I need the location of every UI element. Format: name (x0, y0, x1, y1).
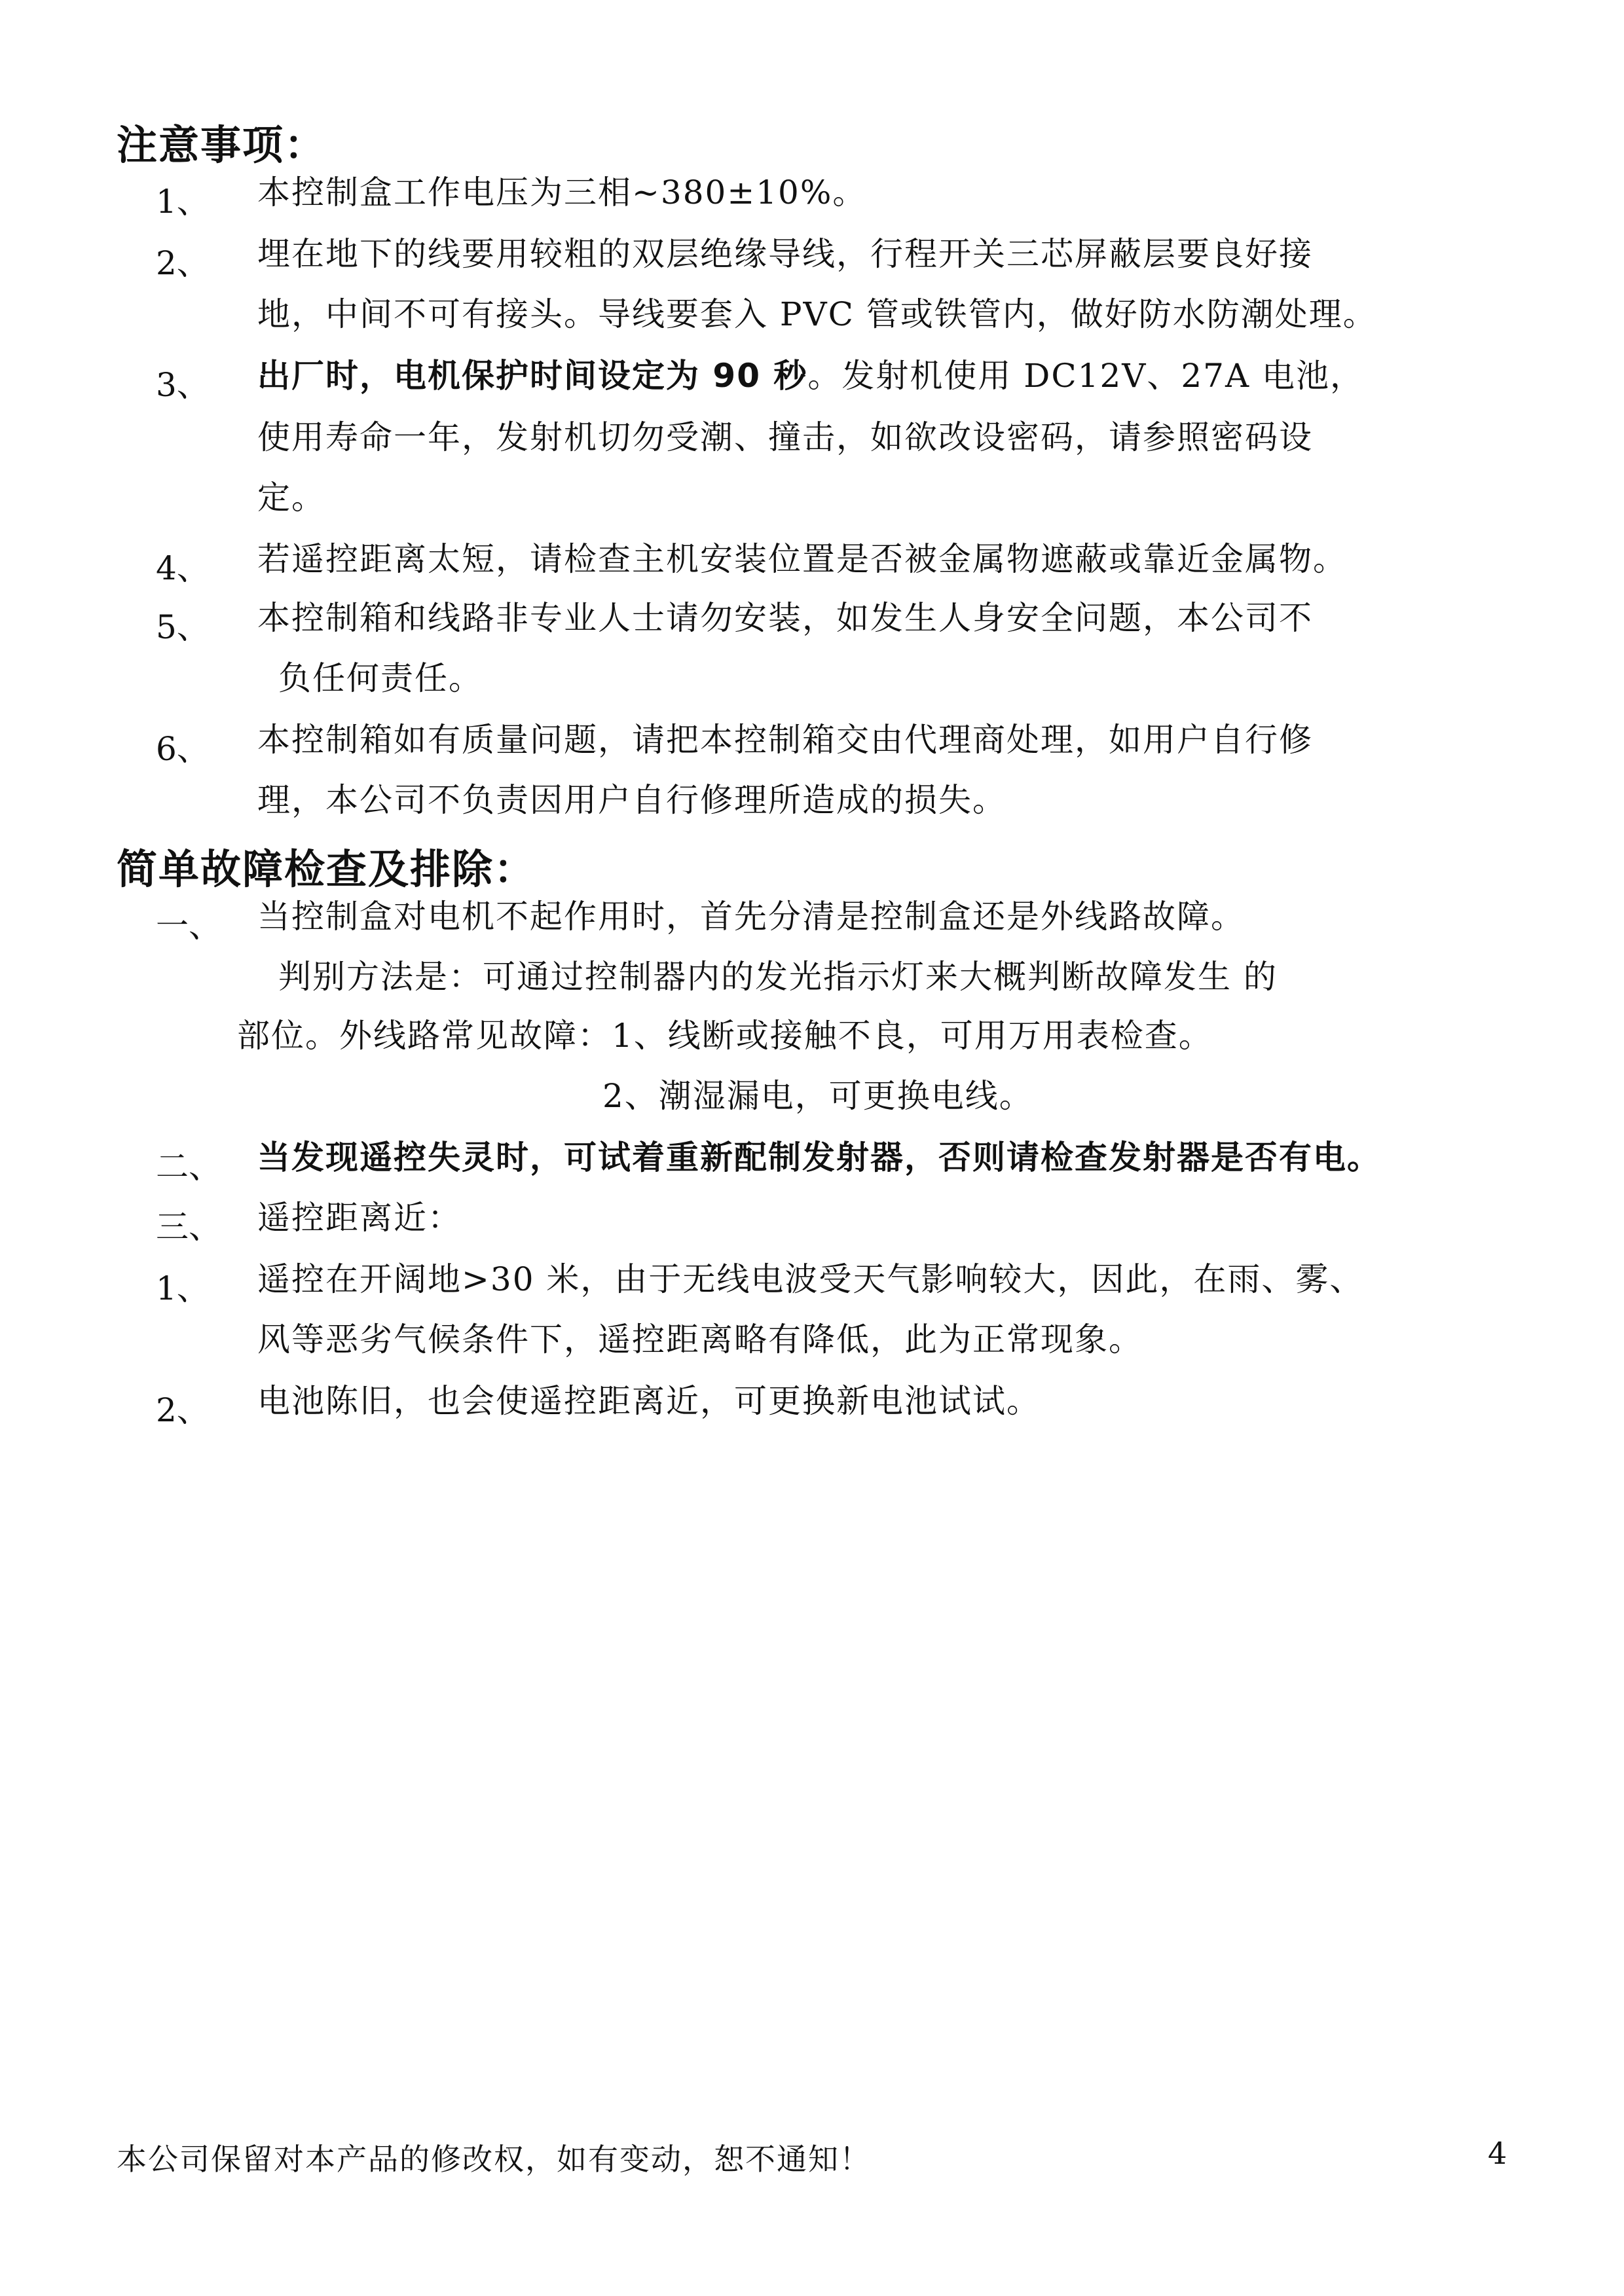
bold-lead: 出厂时，电机保护时间设定为 90 秒 (257, 357, 808, 395)
item-text: 判别方法是：可通过控制器内的发光指示灯来大概判断故障发生 的 (278, 958, 1278, 996)
item-text: 遥控距离近： (257, 1199, 462, 1237)
item-text: 风等恶劣气候条件下，遥控距离略有降低，此为正常现象。 (257, 1321, 1143, 1358)
item-number: 二、 (156, 1148, 221, 1186)
item-number: 2、 (156, 244, 210, 282)
item-text: 部位。外线路常见故障：1、线断或接触不良，可用万用表检查。 (237, 1017, 1213, 1055)
item-text: 。发射机使用 DC12V、27A 电池， (807, 357, 1365, 395)
item-text: 本控制箱如有质量问题，请把本控制箱交由代理商处理，如用户自行修 (257, 721, 1313, 759)
item-text: 电池陈旧，也会使遥控距离近，可更换新电池试试。 (257, 1382, 1041, 1420)
item-number: 6、 (156, 730, 210, 768)
item-text-line-1 (257, 356, 1364, 395)
item-number: 一、 (156, 907, 221, 945)
item-number: 2、 (156, 1391, 210, 1429)
item-number: 1、 (156, 1269, 210, 1307)
item-number: 3、 (156, 366, 210, 404)
item-text: 本控制箱和线路非专业人士请勿安装，如发生人身安全问题，本公司不 (257, 599, 1313, 637)
item-text: 2、潮湿漏电，可更换电线。 (602, 1077, 1033, 1115)
item-number: 1、 (156, 183, 210, 221)
item-text-bold: 当发现遥控失灵时，可试着重新配制发射器，否则请检查发射器是否有电。 (257, 1139, 1381, 1176)
item-text: 使用寿命一年，发射机切勿受潮、撞击，如欲改设密码，请参照密码设 (257, 418, 1313, 456)
item-number: 5、 (156, 608, 210, 646)
page-number: 4 (1488, 2136, 1507, 2171)
troubleshooting-heading: 简单故障检查及排除： (117, 845, 536, 893)
item-text: 地，中间不可有接头。导线要套入 PVC 管或铁管内，做好防水防潮处理。 (257, 295, 1377, 333)
item-text: 若遥控距离太短，请检查主机安装位置是否被金属物遮蔽或靠近金属物。 (257, 540, 1347, 578)
item-text: 定。 (257, 479, 325, 517)
item-text: 埋在地下的线要用较粗的双层绝缘导线，行程开关三芯屏蔽层要良好接 (257, 235, 1313, 273)
item-text: 本控制盒工作电压为三相~380±10%。 (257, 173, 867, 211)
item-text: 当控制盒对电机不起作用时，首先分清是控制盒还是外线路故障。 (257, 898, 1245, 936)
item-text: 遥控在开阔地>30 米，由于无线电波受天气影响较大，因此，在雨、雾、 (257, 1260, 1364, 1298)
item-text: 负任何责任。 (278, 659, 483, 697)
item-number: 4、 (156, 549, 210, 587)
item-text: 理，本公司不负责因用户自行修理所造成的损失。 (257, 781, 1006, 819)
footer-note: 本公司保留对本产品的修改权，如有变动，恕不通知！ (117, 2141, 871, 2177)
notes-heading: 注意事项： (117, 121, 327, 169)
item-number: 三、 (156, 1208, 221, 1246)
